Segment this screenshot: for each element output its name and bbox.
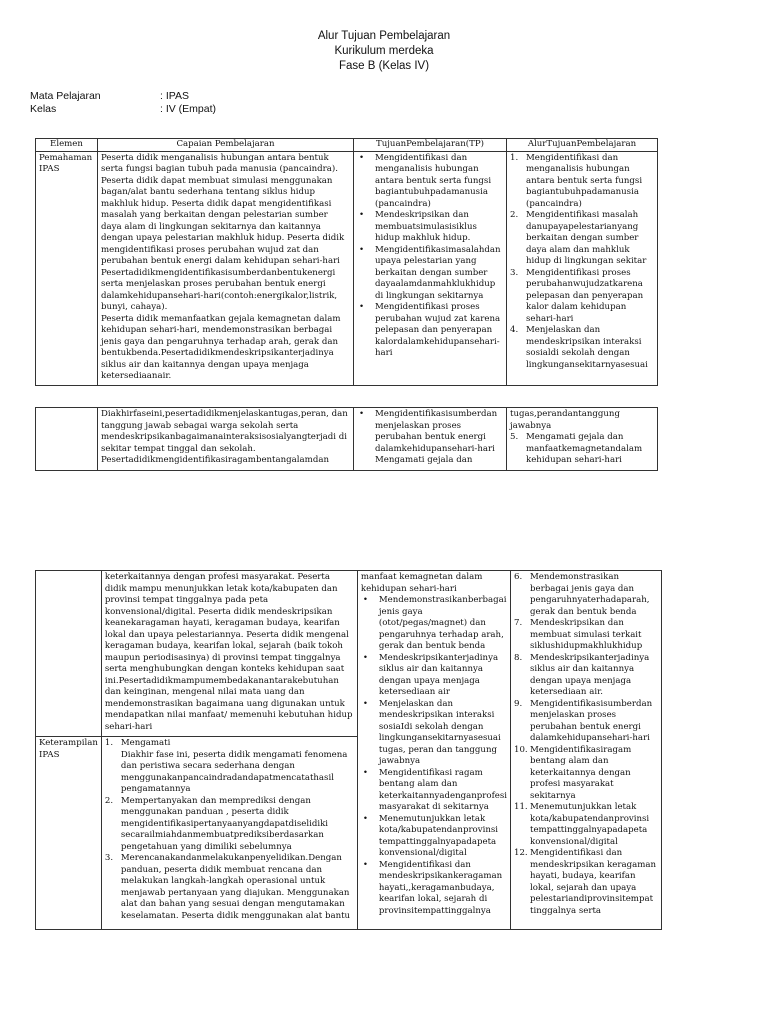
item-text: Mengidentifikasi dan menganalisis hubungan antara bentuk serta fungsi bagiantubuhpadamanusia (pancaindra) (526, 152, 643, 209)
table-header-row (36, 139, 658, 152)
item-text: Mengidentifikasi dan mendeskripsikan keragaman hayati, budaya, kearifan lokal, sejarah dan upaya pelestariandiprovinsitempat tinggalnya serta (530, 848, 657, 916)
atp-item (514, 618, 658, 653)
cp-cell (98, 408, 354, 471)
document-phase: Fase B (Kelas IV) (338, 60, 430, 72)
atp-item (514, 699, 658, 745)
class-value: : IV (Empat) (160, 103, 217, 115)
tp-item: • Mengidentifikasisumberdan menjelaskan proses perubahan bentuk energi dalamkehidupansehari-hari Mengamati gejala dan (357, 409, 503, 467)
tp-item: • Mengidentifikasi dan mendeskripsikankeragaman hayati,,keragamanbudaya, kearifan lokal, sejarah di provinsitempattinggalnya (361, 860, 507, 918)
class-label: Kelas (30, 103, 57, 115)
item-number: 5. (510, 432, 519, 442)
tp-cell (357, 571, 510, 930)
atp-item (510, 153, 654, 211)
item-number: 9. (514, 698, 523, 709)
item-text: Mengamati gejala dan manfaatkemagnetandalam kehidupan sehari-hari (526, 432, 643, 465)
document-title: Alur Tujuan Pembelajaran (317, 30, 451, 42)
cp-continuation: keterkaitannya dengan profesi masyarakat. Peserta didik mampu menunjukkan letak kota/kabupaten dan provinsi tempat tinggalnya pada peta konvensional/digital. Peserta didik mendeskripsikan keanekaragaman hayati, keragaman budaya, kearifan lokal dan upaya pelestariannya. Peserta didik mengenal keragaman budaya, kearifan lokal, sejarah (baik tokoh maupun periodisasinya) di provinsi tempat tinggalnya serta menghubungkan dengan konteks kehidupan saat ini.Pesertadidikmampumembedakanantarakebutuhan dan keinginan, mengenal nilai mata uang dan mendemonstrasikan bagaimana uang digunakan untuk mendapatkan nilai manfaat/ memenuhi kebutuhan hidup sehari-hari (104, 572, 353, 732)
item-text: Mendeskripsikanterjadinya siklus air dan kaitannya dengan upaya menjaga ketersediaan air. (530, 652, 650, 697)
item-text: Mengidentifikasi proses perubahanwujudzatkarena pelepasan dan penyerapan kalor dalam kehidupan sehari-hari (526, 267, 644, 324)
cp-paragraph: Peserta didik memanfaatkan gejala kemagnetan dalam kehidupan sehari-hari, mendemonstrasikan berbagai jenis gaya dan pengaruhnya terhadap arah, gerak dan bentukbenda.Pesertadidikmendeskripsikanterjadinya siklus air dan kaitannya dengan upaya menjaga ketersediaanair. (101, 313, 341, 382)
item-text: Mendeskripsikan dan membuat simulasi terkait siklushidupmakhlukhidup (530, 618, 643, 651)
item-number: 10. (514, 744, 528, 755)
atp-continuation: tugas,perandantanggung jawabnya (510, 409, 620, 431)
skill-cp-cell (101, 737, 357, 930)
item-number: 12. (514, 848, 528, 858)
item-number: 7. (514, 618, 523, 628)
atp-item (510, 268, 654, 326)
element-cell (36, 571, 102, 737)
item-number: 2. (510, 210, 519, 221)
item-text: Mendemonstrasikan berbagai jenis gaya dan pengaruhnyaterhadaparah, gerak dan bentuk benda (530, 572, 650, 617)
tp-item: • Mendeskripsikanterjadinya siklus air dan kaitannya dengan upaya menjaga ketersediaan air (361, 653, 507, 699)
atp-item (510, 432, 654, 467)
atp-item (514, 848, 658, 917)
cp-paragraph: Peserta didik menganalisis hubungan antara bentuk serta fungsi bagian tubuh pada manusia (pancaindra). Peserta didik dapat membuat simulasi menggunakan bagan/alat bantu sederhana tentang siklus hidup makhluk hidup. Peserta didik dapat mengidentifikasi masalah yang berkaitan dengan pelestarian sumber daya alam di lingkungan sekitarnya dan kaitannya dengan upaya pelestarian makhluk hidup. Peserta didik mengidentifikasi proses perubahan wujud zat dan perubahan bentuk energi dalam kehidupan sehari-hari Pesertadidikmengidentifikasisumberdanbentukenergi serta menjelaskan proses perubahan bentuk energi dalamkehidupansehari-hari(contoh:energikalor,listrik, bunyi, cahaya). (101, 152, 345, 313)
item-text: Merencanakandanmelakukanpenyelidikan.Dengan panduan, peserta didik membuat rencana dan melakukan langkah-langkah operasional untuk menjawab pertanyaan yang diajukan. Menggunakan alat dan bahan yang sesuai dengan mengutamakan keselamatan. Peserta didik menggunakan alat bantu (120, 853, 351, 921)
table-row (36, 408, 658, 471)
header-tujuan: TujuanPembelajaran(TP) (354, 139, 507, 152)
item-text: Mengidentifikasiragam bentang alam dan keterkaitannya dengan profesi masyarakat sekitarnya (530, 744, 632, 801)
item-number: 6. (514, 572, 523, 582)
element-cell (36, 408, 98, 471)
tp-item: • Mendemonstrasikanberbagai jenis gaya (otot/pegas/magnet) dan pengaruhnya terhadap arah, gerak dan bentuk benda (361, 595, 507, 653)
skill-item (105, 853, 354, 922)
tp-continuation: manfaat kemagnetan dalam kehidupan sehari-hari (360, 572, 483, 594)
item-number: 3. (104, 853, 114, 863)
table-block-2 (35, 407, 658, 471)
tp-item: • Menemutunjukkan letak kota/kabupatendanprovinsi tempattinggalnyapadapeta konvensional/digital (361, 814, 507, 860)
item-title: Mengamati (120, 738, 171, 748)
header-alur: AlurTujuanPembelajaran (507, 139, 658, 152)
atp-list (510, 153, 654, 372)
cp-cell (98, 151, 354, 385)
tp-cell (354, 151, 507, 385)
tp-item: • Mengidentifikasimasalahdan upaya pelestarian yang berkaitan dengan sumber dayaalamdanmahklukhidup di lingkungan sekitarnya (357, 245, 503, 303)
atp-item (514, 653, 658, 699)
item-text: Menemutunjukkan letak kota/kabupatendanprovinsi tempattinggalnyapadapeta konvensional/digital (530, 802, 650, 847)
item-number: 3. (510, 267, 519, 278)
table-block-1 (35, 138, 658, 386)
skill-item (105, 738, 354, 796)
item-text: Diakhir fase ini, peserta didik mengamati fenomena dan peristiwa secara sederhana dengan menggunakanpancaindradandapatmencatathasil pengamatannya (120, 749, 348, 794)
atp-item (510, 210, 654, 268)
item-text: Mengidentifikasi masalah danupayapelestarianyang berkaitan dengan sumber daya alam dan mahkluk hidup di lingkungan sekitar (526, 210, 647, 267)
tp-list (357, 409, 503, 467)
cp-paragraph: Diakhirfaseini,pesertadidikmenjelaskantugas,peran, dan tanggung jawab sebagai warga sekolah serta mendeskripsikanbagaimanainteraksisosialyangterjadi di sekitar tempat tinggal dan sekolah. Pesertadidikmengidentifikasiragambentangalamdan (101, 409, 348, 465)
item-number: 2. (104, 795, 114, 806)
tp-item: • Mengidentifikasi proses perubahan wujud zat karena pelepasan dan penyerapan kalordalamkehidupansehari-hari (357, 302, 503, 360)
header-elemen: Elemen (36, 139, 98, 152)
table-row (36, 151, 658, 385)
atp-item (514, 572, 658, 618)
item-number: 1. (510, 152, 519, 163)
item-text: Mempertanyakan dan memprediksi dengan menggunakan panduan , peserta didik mengidentifikasipertanyaanyangdapatdiselidiki secarailmiahdanmembuatprediksiberdasarkan pengetahuan yang dimiliki sebelumnya (120, 795, 329, 852)
element-cell: Pemahaman IPAS (36, 151, 98, 385)
header-capaian: Capaian Pembelajaran (98, 139, 354, 152)
skill-list (105, 738, 354, 922)
atp-list (510, 432, 654, 467)
atp-item (514, 745, 658, 803)
tp-cell (354, 408, 507, 471)
item-text: Mengidentifikasisumberdan menjelaskan proses perubahan bentuk energi dalamkehidupansehari-hari (530, 698, 653, 743)
tp-item: • Mengidentifikasi dan menganalisis hubungan antara bentuk serta fungsi bagiantubuhpadamanusia (pancaindra) (357, 153, 503, 211)
atp-cell (507, 408, 658, 471)
subject-value: : IPAS (160, 90, 189, 102)
atp-item (514, 802, 658, 848)
item-number: 11. (514, 802, 528, 812)
skill-item (105, 796, 354, 854)
subject-label: Mata Pelajaran (30, 90, 101, 102)
table-row (36, 571, 662, 737)
atp-cell (511, 571, 662, 930)
cp-cell (101, 571, 357, 737)
skill-element-cell: Keterampilan IPAS (36, 737, 102, 930)
tp-list (357, 153, 503, 360)
item-number: 8. (514, 652, 523, 663)
atp-cell (507, 151, 658, 385)
atp-item (510, 325, 654, 371)
atp-list (514, 572, 658, 917)
table-block-3 (35, 570, 662, 930)
tp-item: • Mendeskripsikan dan membuatsimulasisiklus hidup makhluk hidup. (357, 210, 503, 245)
document-subtitle: Kurikulum merdeka (334, 45, 434, 57)
item-number: 1. (104, 738, 114, 748)
item-text: Menjelaskan dan mendeskripsikan interaksi sosialdi sekolah dengan lingkungansekitarnyasesuai (526, 325, 648, 370)
item-number: 4. (510, 325, 519, 336)
tp-item: • Mengidentifikasi ragam bentang alam dan keterkaitannyadenganprofesi masyarakat di sekitarnya (361, 768, 507, 814)
tp-list (361, 595, 507, 917)
tp-item: • Menjelaskan dan mendeskripsikan interaksi sosiaIdi sekolah dengan lingkungansekitarnyasesuai tugas, peran dan tanggung jawabnya (361, 699, 507, 768)
